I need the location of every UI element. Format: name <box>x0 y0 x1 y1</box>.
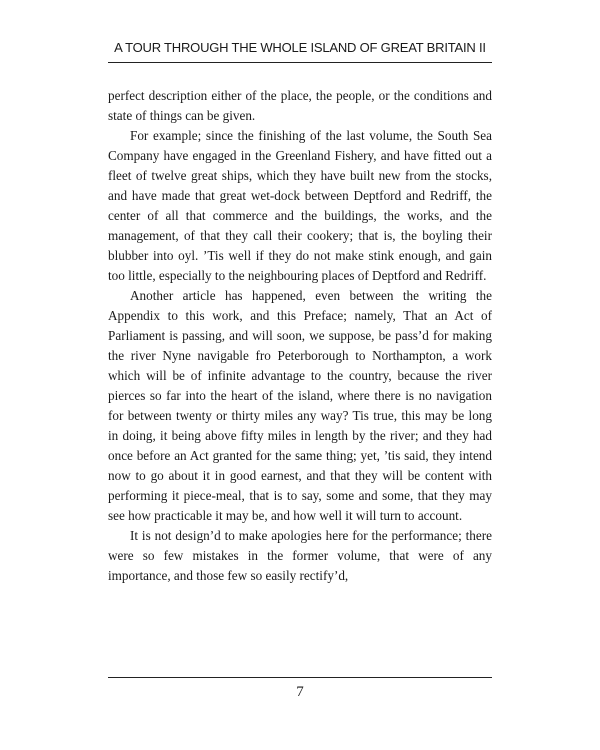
paragraph-1: perfect description either of the place, the people, or the conditions and state of things can be given. <box>108 88 492 123</box>
paragraph-2: For example; since the finishing of the last volume, the South Sea Company have engaged in the Greenland Fishery, and have fitted out a fleet of twelve great ships, which they have built new from the stocks, and have made that great wet-dock between Deptford and Redriff, the center of all that commerce and the buildings, the works, and the management, of that they call their cookery; that is, the boyling their blubber into oyl. ’Tis well if they do not make stink enough, and gain too little, especially to the neighbouring places of Deptford and Redriff. <box>108 128 492 283</box>
body-text <box>108 86 492 586</box>
paragraph-4: It is not design’d to make apologies here for the performance; there were so few mistakes in the former volume, that were of any importance, and those few so easily rectify’d, <box>108 528 492 583</box>
footer-rule <box>108 677 492 678</box>
running-title: A TOUR THROUGH THE WHOLE ISLAND OF GREAT BRITAIN II <box>114 40 486 55</box>
paragraph-3: Another article has happened, even between the writing the Appendix to this work, and this Preface; namely, That an Act of Parliament is passing, and will soon, we suppose, be pass’d for making the river Nyne navigable fro Peterborough to Northampton, a work which will be of infinite advantage to the country, because the river pierces so far into the heart of the island, where there is no navigation for between twenty or thirty miles any way? Tis true, this may be long in doing, it being above fifty miles in length by the river; and they had once before an Act granted for the same thing; yet, ’tis said, they intend now to go about it in good earnest, and that they will be content with performing it piece-meal, that is to say, some and some, that they may see how practicable it may be, and how well it will turn to account. <box>108 288 492 523</box>
header-rule <box>108 62 492 63</box>
page-number: 7 <box>296 684 304 700</box>
